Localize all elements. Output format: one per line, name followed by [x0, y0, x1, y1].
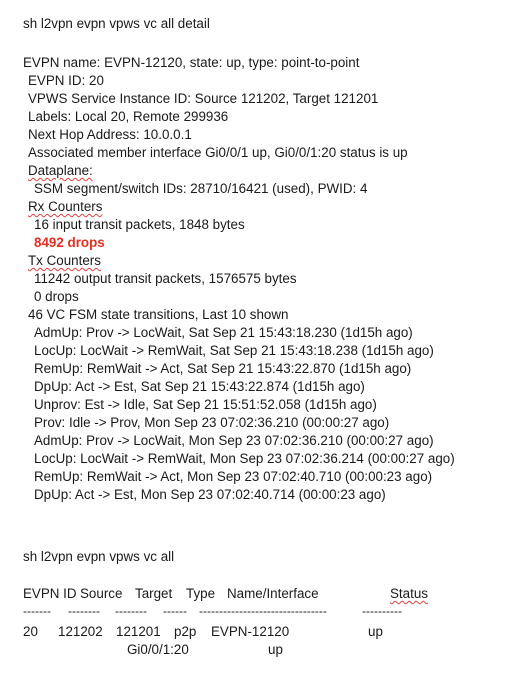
command-line-summary: sh l2vpn evpn vpws vc all: [23, 549, 175, 564]
associated-interface-line: Associated member interface Gi0/0/1 up, Gi0/0/1:20 status is up: [28, 145, 408, 160]
table-cell-interface-status: up: [268, 642, 283, 657]
table-header-name-interface: Name/Interface: [227, 586, 319, 601]
table-cell-source: 121202: [58, 624, 103, 639]
table-cell-interface: Gi0/0/1:20: [127, 642, 189, 657]
table-header-status: Status: [390, 586, 428, 601]
rx-packets-line: 16 input transit packets, 1848 bytes: [34, 217, 245, 232]
tx-packets-line: 11242 output transit packets, 1576575 bytes: [34, 271, 297, 286]
table-separator: --------------------------------: [199, 604, 327, 618]
table-cell-name: EVPN-12120: [211, 624, 290, 639]
vpws-line: VPWS Service Instance ID: Source 121202, Target 121201: [28, 91, 379, 106]
fsm-transition-item: RemUp: RemWait -> Act, Mon Sep 23 07:02:40.710 (00:00:23 ago): [34, 469, 433, 484]
fsm-transition-item: Unprov: Est -> Idle, Sat Sep 21 15:51:52.058 (1d15h ago): [34, 397, 377, 412]
table-separator: ------: [163, 604, 187, 618]
table-separator: --------: [115, 604, 147, 618]
fsm-transitions-line: 46 VC FSM state transitions, Last 10 shown: [28, 307, 289, 322]
next-hop-line: Next Hop Address: 10.0.0.1: [28, 127, 192, 142]
fsm-transition-item: DpUp: Act -> Est, Mon Sep 23 07:02:40.714 (00:00:23 ago): [34, 487, 386, 502]
command-line-detail: sh l2vpn evpn vpws vc all detail: [23, 16, 210, 31]
table-header-type: Type: [186, 586, 216, 601]
fsm-transition-item: LocUp: LocWait -> RemWait, Mon Sep 23 07:02:36.214 (00:00:27 ago): [34, 451, 455, 466]
evpn-name-line: EVPN name: EVPN-12120, state: up, type: point-to-point: [23, 55, 360, 70]
table-cell-type: p2p: [174, 624, 197, 639]
rx-drops-line: 8492 drops: [34, 235, 105, 250]
table-header-target: Target: [135, 586, 173, 601]
tx-drops-line: 0 drops: [34, 289, 79, 304]
table-cell-target: 121201: [116, 624, 161, 639]
table-header-evpn-id: EVPN ID: [23, 586, 77, 601]
table-cell-status: up: [368, 624, 383, 639]
fsm-transition-item: LocUp: LocWait -> RemWait, Sat Sep 21 15:43:18.238 (1d15h ago): [34, 343, 434, 358]
ssm-line: SSM segment/switch IDs: 28710/16421 (used), PWID: 4: [34, 181, 368, 196]
fsm-transition-item: DpUp: Act -> Est, Sat Sep 21 15:43:22.874 (1d15h ago): [34, 379, 365, 394]
fsm-transition-item: RemUp: RemWait -> Act, Sat Sep 21 15:43:22.870 (1d15h ago): [34, 361, 412, 376]
fsm-transition-item: Prov: Idle -> Prov, Mon Sep 23 07:02:36.210 (00:00:27 ago): [34, 415, 390, 430]
table-separator: -------: [23, 604, 51, 618]
labels-line: Labels: Local 20, Remote 299936: [28, 109, 229, 124]
tx-counters-title: Tx Counters: [28, 253, 101, 268]
table-separator: ----------: [362, 604, 402, 618]
rx-counters-title: Rx Counters: [28, 199, 103, 214]
table-cell-evpn-id: 20: [23, 624, 38, 639]
dataplane-label: Dataplane:: [28, 163, 93, 178]
evpn-id-line: EVPN ID: 20: [28, 73, 104, 88]
table-separator: --------: [68, 604, 100, 618]
table-header-source: Source: [80, 586, 123, 601]
fsm-transition-item: AdmUp: Prov -> LocWait, Mon Sep 23 07:02:36.210 (00:00:27 ago): [34, 433, 434, 448]
fsm-transition-item: AdmUp: Prov -> LocWait, Sat Sep 21 15:43:18.230 (1d15h ago): [34, 325, 413, 340]
